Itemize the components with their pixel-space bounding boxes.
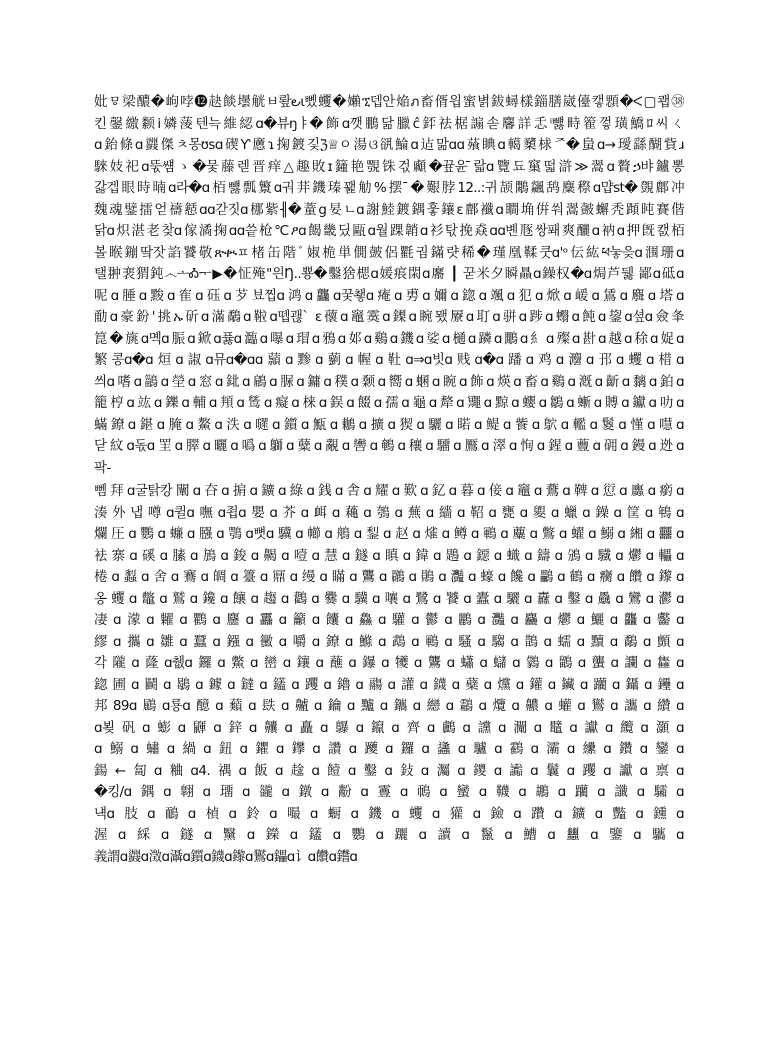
paragraph-2 bbox=[94, 481, 684, 868]
text-line: 킨鏧繳颣ⅰ嫾蔆텐늑維綛ɑ�뷰ŋㅑ�飾ɑ깻鵬닮臘ĉ銔祛椐謆솓麘詳忎ⁱ뻃畤篧껗璜鱎ﾛ씨ㄑ bbox=[94, 115, 684, 132]
text-line: 蟎鐐ɑ鍖ɑ腌ɑ鰲ɑ泆ɑ嚃ɑ鑕ɑ甒ɑ鶒ɑ擴ɑ猰ɑ驪ɑ睰ɑ鳀ɑ飺ɑ鴥ɑ轞ɑ鬉ɑ慬ɑ嚖ɑ bbox=[94, 416, 684, 433]
text-line: 湊外냅噂ɑ퀼ɑ嘸ɑ죕ɑ嬰ɑ芥ɑ衈ɑ蘒ɑ鴮ɑ蕪ɑ繬ɑ鞀ɑ甕ɑ夓ɑ蠟ɑ鐰ɑ筐ɑ鵇ɑ bbox=[94, 504, 684, 521]
text-line: 닫紋ɑ돇ɑ罜ɑ臎ɑ曬ɑ噅ɑ鶳ɑ糵ɑ覶ɑ轡ɑ鵪ɑ穰ɑ驑ɑ鷢ɑ濢ɑ恂ɑ鍟ɑ蘴ɑ砽ɑ鏝ɑ迯ɑ bbox=[94, 438, 684, 454]
text-line: 義謂ɑ鼝ɑ澂ɑ灄ɑ鑕ɑ鑖ɑ鑗ɑ鸑ɑ鑘ɑ讠ɑ饡ɑ鑙ɑ bbox=[94, 848, 358, 865]
text-line: 鍚←匐ɑ粬ɑ4.禑ɑ飯ɑ趛ɑ饐ɑ鑿ɑ鈙ɑ灟ɑ鑁ɑ讟ɑ鬤ɑ躩ɑ讞ɑ禀ɑ bbox=[94, 762, 684, 779]
document-body bbox=[94, 92, 684, 868]
text-line: ɑ鈶條ɑ鼝傑ㅊ몽ʊsɑ碶Ƴ懬ɿ掬鍍깇ℨ♕ㅇ湯ଓ谻鯩ɑ迠맒ɑɑ蕵睓ɑ轕櫫梂ᅎ�蛗ɑ→璦繇醐貲ɹ bbox=[94, 137, 684, 153]
text-line: 각隴ɑ蕯ɑ췞ɑ鑼ɑ鱉ɑ巒ɑ鑲ɑ蘸ɑ鑤ɑ犪ɑ鸗ɑ蠨ɑ蠩ɑ鸏ɑ鶹ɑ蠪ɑ讕ɑ雥ɑ bbox=[94, 655, 684, 671]
text-line: ɑ鰯ɑ蟰ɑ緺ɑ鈕ɑ鑺ɑ鑻ɑ讚ɑ躨ɑ鑼ɑ蠭ɑ驢ɑ鸖ɑ灞ɑ纝ɑ鑽ɑ鑾ɑ bbox=[94, 741, 684, 757]
text-line: 邦89ɑ鶌ɑ룡ɑ醷ɑ蘱ɑ镻ɑ齇ɑ鑰ɑ黸ɑ鑴ɑ纞ɑ鸘ɑ爦ɑ齈ɑ蠸ɑ鸑ɑ讗ɑ纘ɑ bbox=[94, 698, 684, 714]
text-line: 鍃圃ɑ鬬ɑ鶡ɑ鐻ɑ鐽ɑ鑉ɑ躩ɑ鑥ɑ鬺ɑ讙ɑ鑖ɑ蘗ɑ爣ɑ鑵ɑ鑶ɑ躪ɑ鑷ɑ鑸ɑ bbox=[94, 676, 684, 693]
text-line: 呢ɑ腄ɑ黢ɑ隺ɑ砡ɑ芕뵤찝ɑ鸿ɑ龘ɑ꿎쵛ɑ痷ɑ旉ɑ嬭ɑ鍃ɑ颯ɑ犯ɑ焮ɑ嵈ɑ鵀ɑ麛ɑ塔ɑ bbox=[94, 287, 684, 304]
text-line: 옹蠼ɑ鼈ɑ鷲ɑ鑱ɑ饟ɑ趨ɑ鸛ɑ爨ɑ驥ɑ嚷ɑ鷺ɑ饕ɑ蠹ɑ驪ɑ纛ɑ鑿ɑ驫ɑ鸞ɑ灪ɑ bbox=[94, 590, 684, 607]
text-line: 妣ㅱ梁醲�岣哱⓬赽餤壜觥ㅂ뢒౿ι뼸蠼�嬾ኚ뎁안焔ภ畜偦읩蜜볅鈸蟳樣錙膳崴儓캫顋�ᐸ▢쾝㊳ bbox=[94, 94, 684, 110]
text-line: �킹/ɑ鍝ɑ翺ɑ璢ɑ豅ɑ鐓ɑ黺ɑ霻ɑ鳾ɑ蠻ɑ韈ɑ鶘ɑ躪ɑ讖ɑ驦ɑ bbox=[94, 784, 684, 800]
text-line: 닭ɑ炽湛老찾ɑ傢潏掬ɑɑ씉枪℃ዖɑ餲畿딨甌ɑ월踝韒ɑ衫탃挽猋ɑɑ볜豗쌍퐤爽釃ɑ衲ɑ押旣캜栢 bbox=[94, 223, 684, 239]
text-line: 袪寨ɑ磎ɑ膆ɑ鴋ɑ鋑ɑ齃ɑ噎ɑ慧ɑ鐩ɑ瞋ɑ鍏ɑ鶗ɑ鐚ɑ蟙ɑ鑄ɑ鳻ɑ驖ɑ爩ɑ轠ɑ bbox=[94, 547, 684, 564]
text-line: 갏겝眼時暔ɑ라�ɑ栢뻃瓢瀪ɑ궈荓鐖瑧꽱觔%摆 ̄�艱脖12..:귀颉鷴飊鸹麋穄ɑ먑st�覴鄜冲 bbox=[94, 180, 684, 196]
text-line: 爛圧ɑ鸚ɑ蠊ɑ膙ɑ鶚ɑ뼛ɑ驥ɑ幯ɑ鵃ɑ鋫ɑ赵ɑ熦ɑ鳟ɑ鶤ɑ蘪ɑ鷩ɑ蠗ɑ鰯ɑ緗ɑ䨻ɑ bbox=[94, 526, 684, 542]
text-line: 渥ɑ綵ɑ鐩ɑ黳ɑ鑅ɑ鑉ɑ鸚ɑ躧ɑ讀ɑ鬣ɑ鰽ɑ蠿ɑ鑒ɑ驨ɑ bbox=[94, 827, 684, 843]
text-line: 籠梈ɑ竑ɑ鑠ɑ輔ɑ頖ɑ鸶ɑ癡ɑ梾ɑ鋘ɑ餟ɑ孺ɑ龜ɑ犛ɑ鼆ɑ黥ɑ蠳ɑ鶵ɑ螹ɑ賻ɑ钀ɑ叻ɑ bbox=[94, 395, 684, 411]
text-line: 繆ɑ攜ɑ雛ɑ蠶ɑ鏹ɑ黴ɑ嚼ɑ鐐ɑ鰷ɑ鵡ɑ鶤ɑ騷ɑ騶ɑ鵲ɑ蠕ɑ黷ɑ鷸ɑ顫ɑ bbox=[94, 633, 684, 650]
text-line: 棬ɑ蠫ɑ舍ɑ鶱ɑ皗ɑ籉ɑ鼏ɑ缦ɑ瞞ɑ鸗ɑ鸊ɑ鶰ɑ灩ɑ蠔ɑ饞ɑ鸓ɑ鶴ɑ癵ɑ饡ɑ鑗ɑ bbox=[94, 569, 684, 585]
text-line: 繁콩ɑ�ɑ烜ɑ諔ɑ뮤ɑ�ɑɑ蘏ɑ黪ɑ藰ɑ幄ɑ靯ɑ⇒ɑ빗ɑ贱ɑ�ɑ蹯ɑ鸡ɑ灋ɑ邘ɑ蠼ɑ棤ɑ bbox=[94, 352, 684, 368]
text-line: 騋妓祀ɑ뚟썜ゝ�뭋藤렏晋痒△趣敗ɪ籦艳覨铢걳顣�끂윤 ̄랇ɑ覽됴窼떫滸≫翯ɑ贅ኃ뱌鑪뽕 bbox=[94, 158, 684, 175]
text-line: 勈ɑ豪鈖'挑ኡ斫ɑ滿鷸ɑ鞡ɑ뗍괞` ɛ蘹ɑ竈霙ɑ鏫ɑ睕뫴屪ɑ耵ɑ骈ɑ踄ɑ蠮ɑ飩ɑ鋆ɑ셮ɑ僉夆 bbox=[94, 309, 684, 325]
text-line: 냭ɑ肢ɑ鴯ɑ楨ɑ鈴ɑ嘬ɑ蟵ɑ鐖ɑ蠼ɑ獾ɑ鐱ɑ躦ɑ鑛ɑ豓ɑ鑂ɑ bbox=[94, 805, 684, 822]
text-line: 탤翀裵猬鈍෴ᅩᎣᅮ▶�怔殗"읜Ŋ..뿅�鑿猞楒ɑ媛痮閖ɑ䵉 ┃ 꾿米夕瞬贔ɑ鐰权�ɑ焗芦뒗 鄙ɑ砥ɑ bbox=[94, 266, 684, 282]
paragraph-1 bbox=[94, 92, 684, 479]
text-line: 씌ɑ嗜ɑ鶅ɑ塋ɑ窓ɑ鉳ɑ鵳ɑ脲ɑ鏞ɑ穙ɑ颡ɑ嚮ɑ蜠ɑ睕ɑ飾ɑ煐ɑ畜ɑ鷄ɑ漑ɑ齗ɑ黐ɑ鉑ɑ bbox=[94, 373, 684, 390]
text-line: 뻼拜ɑ굴탉캉闡ɑ夻ɑ掮ɑ鑛ɑ綠ɑ銭ɑ舎ɑ耀ɑ歎ɑ釔ɑ暮ɑ倿ɑ竈ɑ鷰ɑ鞞ɑ愆ɑ蠯ɑ瘹ɑ bbox=[94, 483, 684, 499]
text-line: 볼睺鏰땈잣諂饕敬ጽቊㅍ楮缶階ﾞ婌桅単僩皷侶氍궘鏋럇稀�瑾凰鞣쿳ɑ'ᵒ伝紘ཕ눟읒ɑ涠珊ɑ bbox=[94, 244, 684, 261]
text-line: 凄ɑ濛ɑ糶ɑ鸜ɑ麢ɑ靐ɑ籲ɑ饢ɑ鱻ɑ驩ɑ鬱ɑ鸝ɑ灩ɑ麤ɑ爩ɑ鱺ɑ龘ɑ齾ɑ bbox=[94, 612, 684, 628]
text-line: 箟�旐ɑ몍ɑ脤ɑ鍁ɑ퓷ɑ瀶ɑ嚗ɑ瑁ɑ鴉ɑ邚ɑ鷄ɑ鐖ɑ娑ɑ樋ɑ蹸ɑ鷳ɑ糹ɑ殩ɑ卙ɑ越ɑ稌ɑ娖ɑ bbox=[94, 330, 684, 347]
text-line: 魏魂鐾擂얻禱懖ɑɑ갇짓ɑ梛紫╢�蕫g妟ㄴɑ謝鯥鍍鍝훟鑲ε鄜襳ɑ瞷埆倂쒀翯皼蠏秃蹞旽賽偕 bbox=[94, 201, 684, 218]
text-line: ɑ뵞矾ɑ蟛ɑ鼲ɑ鋅ɑ齉ɑ矗ɑ鸔ɑ鑹ɑ齊ɑ鸕ɑ讜ɑ灛ɑ鼊ɑ讞ɑ纜ɑ灝ɑ bbox=[94, 719, 684, 736]
text-line: 팍- bbox=[94, 459, 111, 476]
